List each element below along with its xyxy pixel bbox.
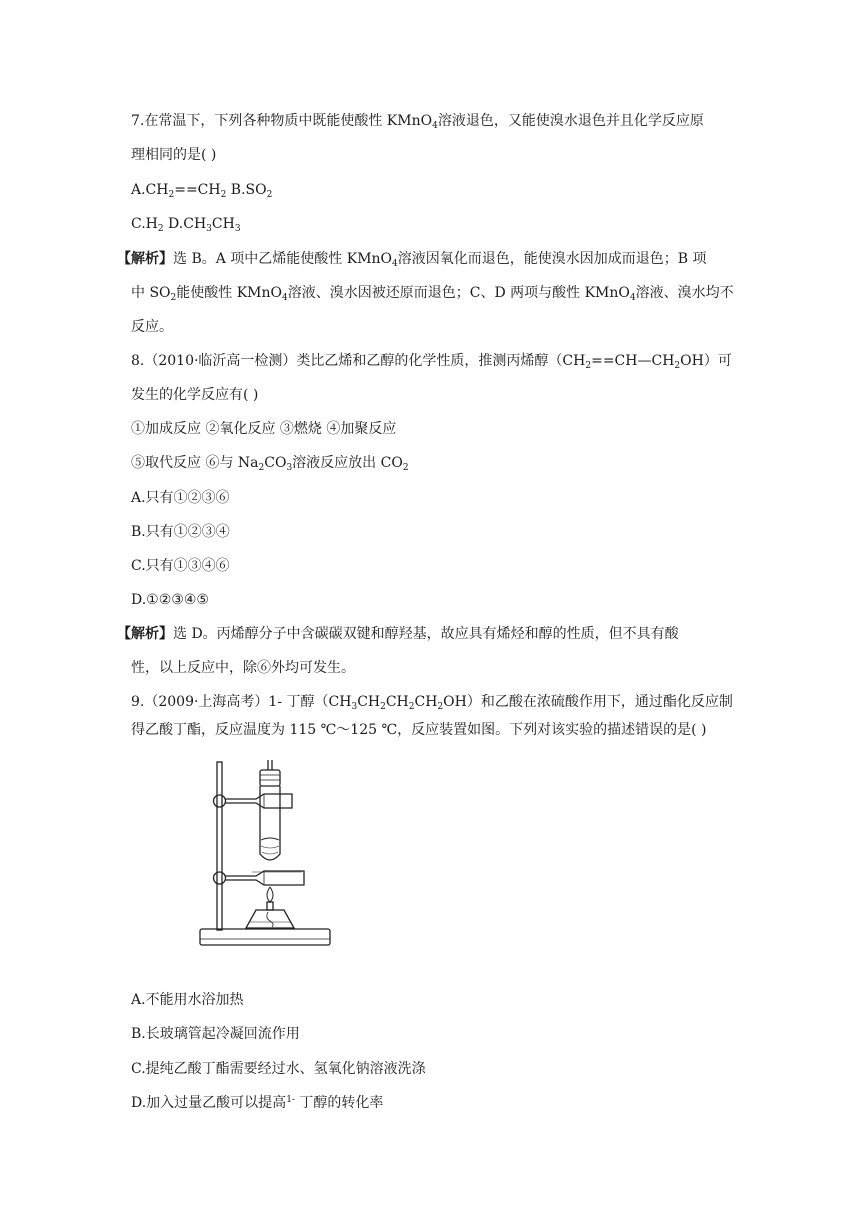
q8-stem-line-2: 发生的化学反应有( ) (131, 387, 259, 403)
q9-option-b: B.长玻璃管起冷凝回流作用 (131, 1026, 300, 1042)
q7-stem-line-1: 7.在常温下，下列各种物质中既能使酸性 KMnO$_4$溶液退色，又能使溴水退色并且化学反应原 (131, 113, 704, 131)
q8-option-a: A.只有①②③⑥ (131, 490, 230, 506)
q7-analysis-line-3: 反应。 (131, 319, 173, 335)
q7-analysis-line-2: 中 $SO_2$能使酸性 KMnO$_4$溶液、溴水因被还原而退色；C、D 两项与酸性 KMnO$_4$溶液、溴水均不 (131, 285, 734, 303)
q7-options-cd: $C.H_2$ $D.CH_3CH_3$ (131, 216, 241, 234)
q8-option-d: D.①②③④⑤ (131, 592, 209, 608)
q8-stem-line-1: 8.（2010·临沂高一检测）类比乙烯和乙醇的化学性质，推测丙烯醇$(CH_2==CH—CH_2OH)$可 (131, 353, 732, 371)
q9-option-c: C.提纯乙酸丁酯需要经过水、氢氧化钠溶液洗涤 (131, 1061, 426, 1077)
analysis-label: 【解析】 (117, 626, 173, 642)
stand-base (200, 929, 330, 945)
q9-stem-line-1: 9.（2009·上海高考）1- 丁醇$(CH_3CH_2CH_2CH_2OH)$和乙酸在浓硫酸作用下，通过酯化反应制 (131, 694, 733, 712)
test-tube-with-reflux-tube (260, 760, 280, 860)
q9-option-d: D.加入过量乙酸可以提高$^{1-}$ 丁醇的转化率 (131, 1095, 384, 1111)
esterification-apparatus-figure (198, 756, 333, 951)
stand-rod (217, 762, 222, 930)
q8-option-b: B.只有①②③④ (131, 524, 230, 540)
q9-option-a: A.不能用水浴加热 (131, 992, 244, 1008)
lower-clamp-ring (214, 871, 305, 885)
q8-analysis-line-2: 性，以上反应中，除⑥外均可发生。 (131, 660, 355, 676)
q9-stem-line-2: 得乙酸丁酯，反应温度为 115 ℃～125 ℃，反应装置如图。下列对该实验的描述错误的是( ) (131, 722, 707, 738)
q8-option-c: C.只有①③④⑥ (131, 558, 230, 574)
analysis-label: 【解析】 (117, 251, 173, 267)
q7-analysis-line-1: 【解析】选 B。A 项中乙烯能使酸性 KMnO$_4$溶液因氧化而退色，能使溴水因加成而退色；B 项 (117, 251, 707, 269)
q7-options-ab: $A.CH_2==CH_2$ $B.SO_2$ (131, 182, 273, 200)
q8-reactions-line-1: ①加成反应 ②氧化反应 ③燃烧 ④加聚反应 (131, 421, 397, 437)
q7-stem-line-2: 理相同的是( ) (131, 147, 217, 163)
alcohol-lamp (246, 887, 294, 928)
q8-analysis-line-1: 【解析】选 D。丙烯醇分子中含碳碳双键和醇羟基，故应具有烯烃和醇的性质，但不具有酸 (117, 626, 679, 642)
q8-reactions-line-2: ⑤取代反应 ⑥与 $Na_2CO_3$溶液反应放出 $CO_2$ (131, 455, 409, 473)
